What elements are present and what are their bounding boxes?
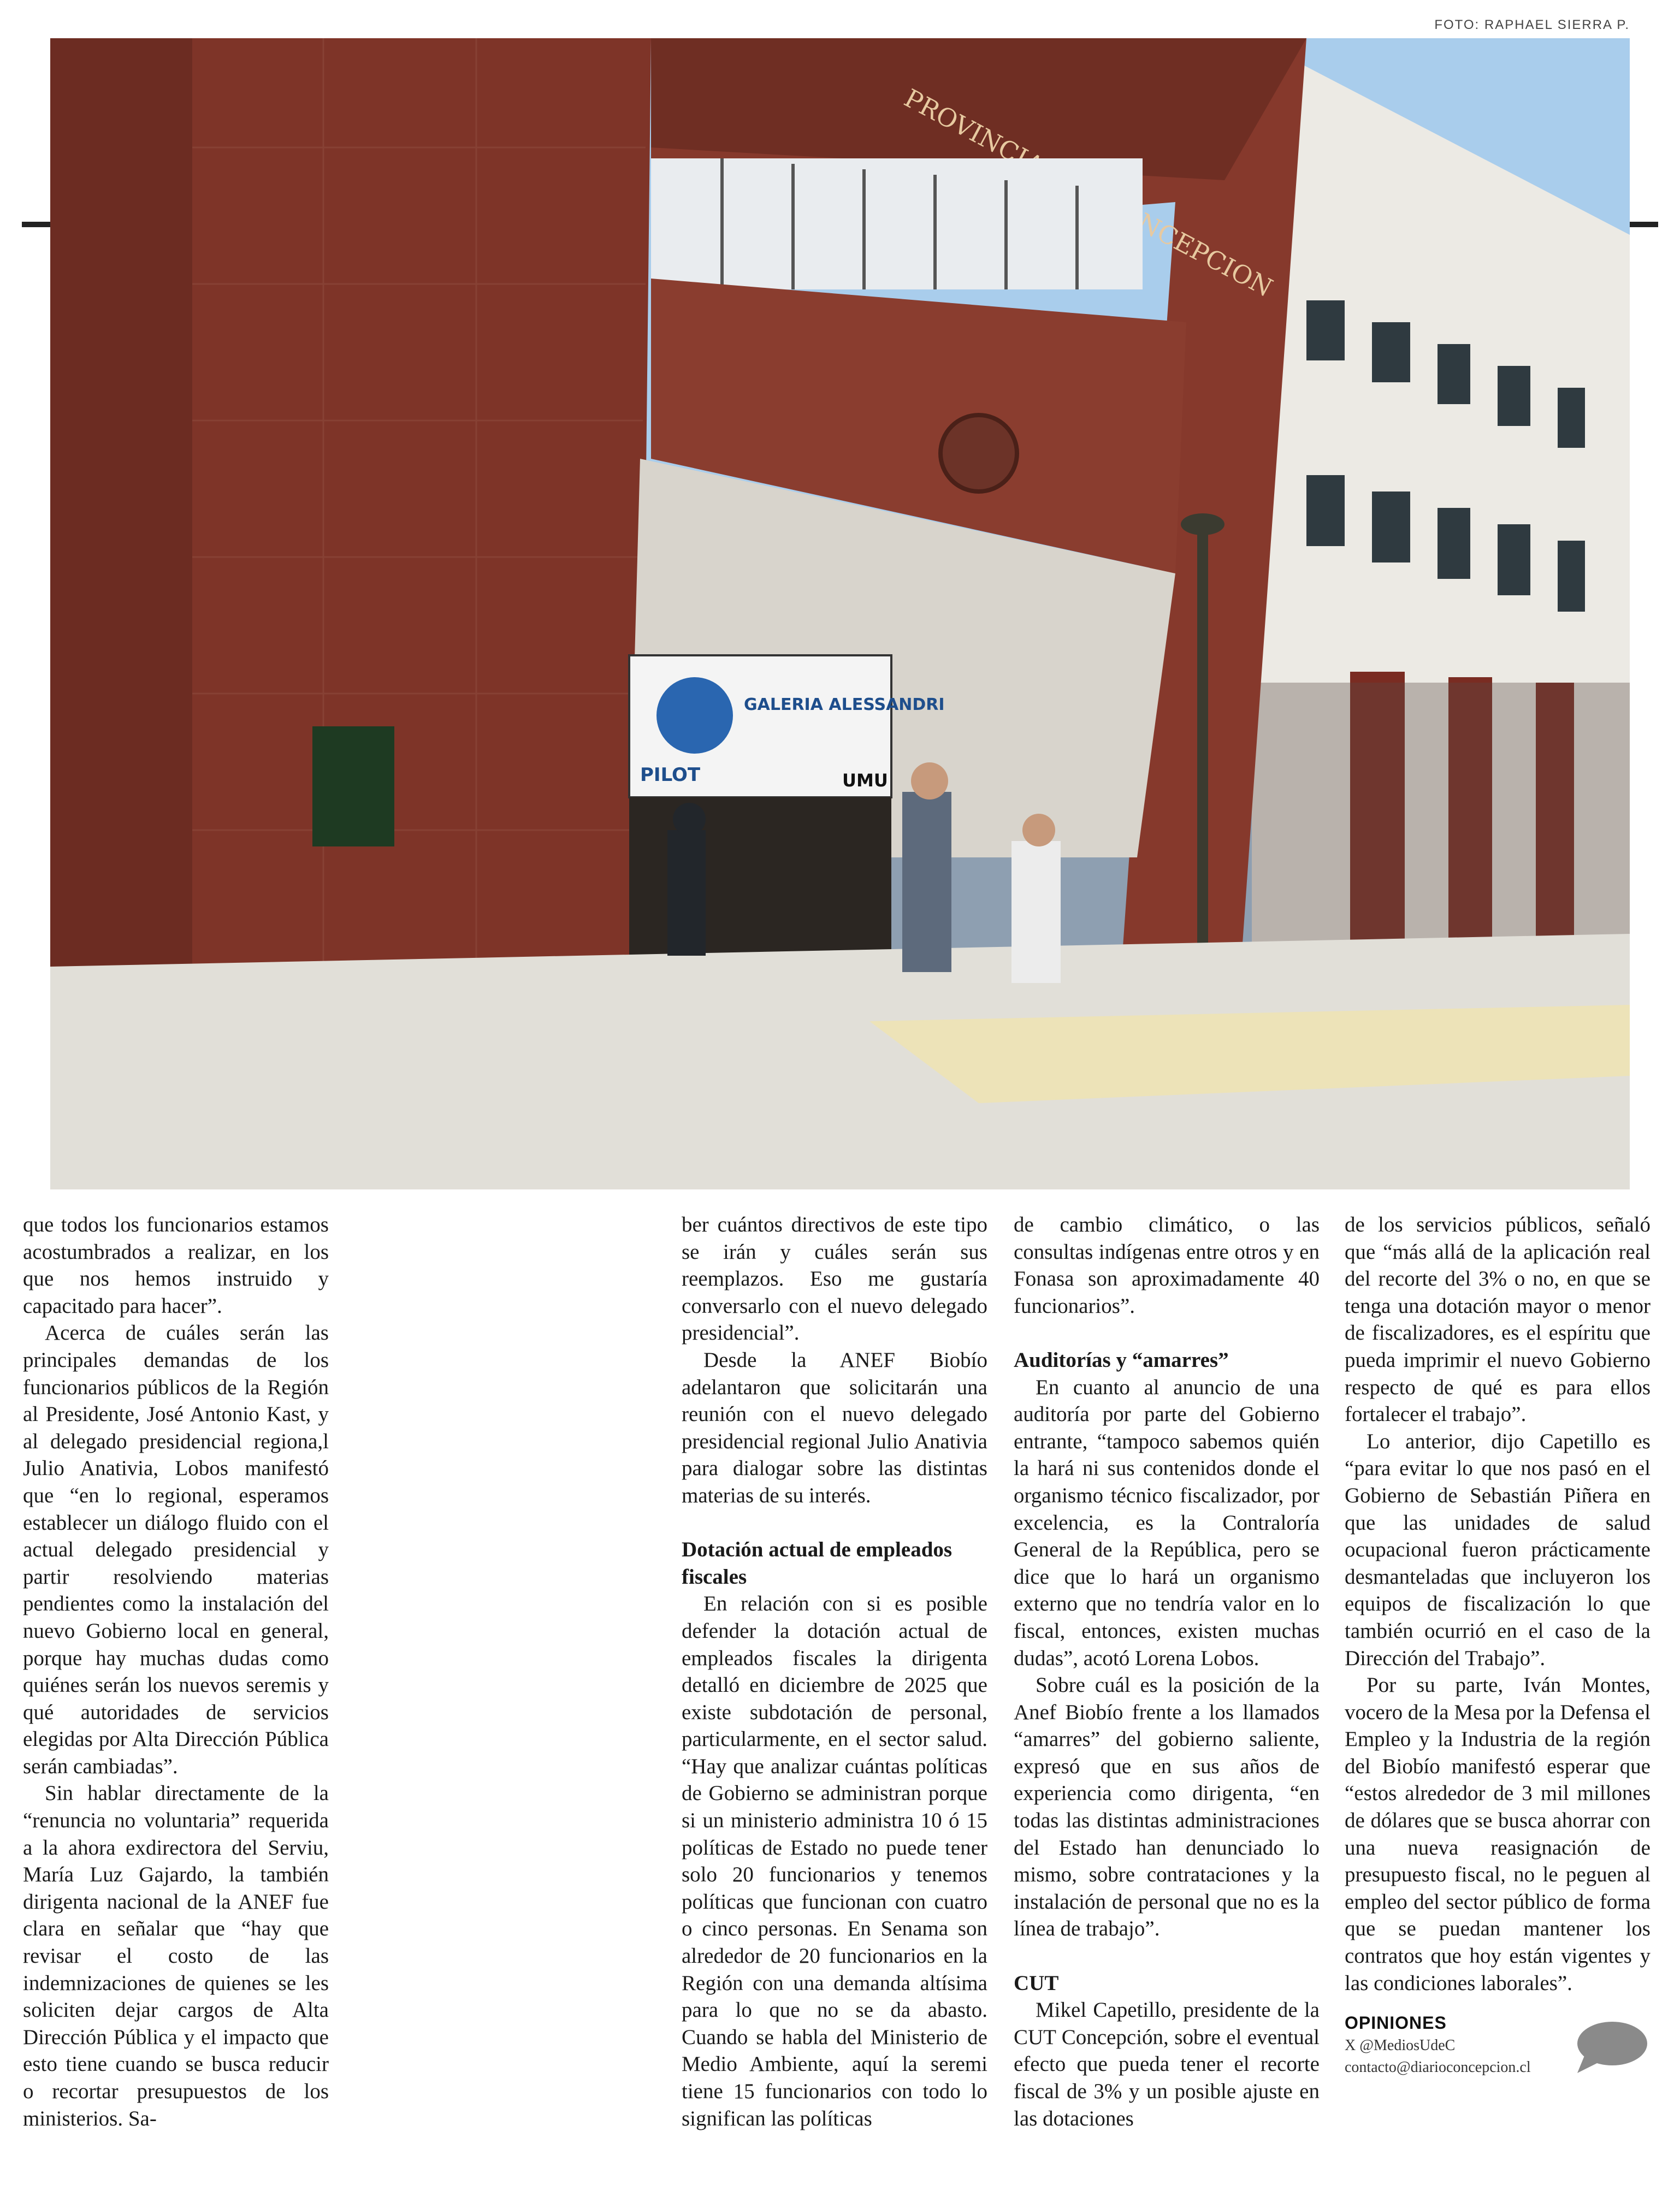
umu-sign: UMU xyxy=(842,770,888,791)
street-lamp-post xyxy=(1197,530,1208,967)
twitter-handle[interactable]: X @MediosUdeC xyxy=(1345,2037,1456,2054)
facade-lettering: PROVINCIAL CONCEPCION xyxy=(899,83,1277,303)
street-lamp-head xyxy=(1181,513,1224,535)
paragraph: Mikel Capetillo, presidente de la CUT Concepción, sobre el eventual efecto que pueda tener el recorte fiscal de 3% y un posible ajuste en las dotaciones xyxy=(1014,1998,1320,2130)
photo-credit: FOTO: RAPHAEL SIERRA P. xyxy=(1434,17,1630,32)
section-rule-right xyxy=(1625,222,1658,227)
left-pillar-edge xyxy=(50,38,192,1021)
contact-email[interactable]: contacto@diarioconcepcion.cl xyxy=(1345,2059,1531,2076)
wall-poster xyxy=(312,726,394,846)
coat-of-arms xyxy=(940,415,1017,492)
paragraph: En cuanto al anuncio de una auditoría por parte del Gobierno entrante, “tampoco sabemos quién la hará ni sus contenidos donde el organismo técnico fiscalizador, por excelencia, es la Contraloría General de la República, pero se dice que lo hará un organismo externo que no tendría valor en lo fiscal, entonces, existen muchas dudas”, acotó Lorena Lobos. xyxy=(1014,1375,1320,1670)
article-column-2 xyxy=(682,1211,987,2132)
speech-bubble-icon xyxy=(1573,2018,1648,2075)
subheading-cut: CUT xyxy=(1014,1971,1059,1995)
opiniones-title: OPINIONES xyxy=(1345,2013,1447,2033)
paragraph: Sin hablar directamente de la “renuncia no voluntaria” requerida a la ahora exdirectora del Serviu, María Luz Gajardo, la también dirigenta nacional de la ANEF fue clara en señalar que “hay que revisar el costo de las indemnizaciones de quienes se les soliciten dejar cargos de Alta Dirección Pública y el impacto que esto tiene cuando se busca reducir o recortar presupuestos de los ministerios. Sa- xyxy=(23,1781,329,2130)
paragraph: Lo anterior, dijo Capetillo es “para evitar lo que nos pasó en el Gobierno de Sebastián Piñera en que las unidades de salud ocupacional fueron prácticamente desmanteladas que incluyeron los equipos de fiscalización lo que también ocurrió en el caso de la Dirección del Trabajo”. xyxy=(1345,1429,1651,1670)
galeria-logo xyxy=(656,677,733,754)
article-column-3 xyxy=(1014,1211,1320,2132)
pilot-sign: PILOT xyxy=(640,764,701,786)
subheading-dotacion: Dotación actual de empleados fiscales xyxy=(682,1538,953,1589)
article-column-1 xyxy=(23,1211,329,2132)
article-column-4 xyxy=(1345,1211,1651,1997)
subheading-auditorias: Auditorías y “amarres” xyxy=(1014,1348,1229,1372)
spacer xyxy=(1014,1943,1320,1970)
building-illustration xyxy=(50,38,1630,1189)
paragraph: En relación con si es posible defender la dotación actual de empleados fiscales la dirigenta detalló en diciembre de 2025 que existe subdotación de personal, particularmente, en el sector salud. “Hay que analizar cuántas políticas de Gobierno se administran porque si un ministerio administra 10 ó 15 políticas de Estado no puede tener solo 20 funcionarios y tenemos políticas que funcionan con cuatro o cinco personas. En Senama son alrededor de 20 funcionarios en la Región con una demanda altísima para lo que no se da abasto. Cuando se habla del Ministerio de Medio Ambiente, aquí la seremi tiene 15 funcionarios con todo lo significan las políticas xyxy=(682,1592,987,2130)
building-photo xyxy=(50,38,1630,1189)
paragraph: Acerca de cuáles serán las principales demandas de los funcionarios públicos de la Región al Presidente, José Antonio Kast, y al delegado presidencial regiona,l Julio Anativia, Lobos manifestó que “en lo regional, esperamos establecer un diálogo fluido con el actual delegado presidencial y partir resolviendo materias pendientes como la instalación del nuevo Gobierno local en general, porque hay muchas dudas como quiénes serán los nuevos seremis y qué autoridades de servicios elegidas por Alta Dirección Pública serán cambiadas”. xyxy=(23,1321,329,1778)
paragraph: que todos los funcionarios estamos acostumbrados a realizar, en los que nos hemos instruido y capacitado para hacer”. xyxy=(23,1213,329,1318)
upper-windows xyxy=(651,158,1143,289)
spacer xyxy=(682,1509,987,1537)
galeria-sign-text: GALERIA ALESSANDRI xyxy=(744,695,945,714)
paragraph: Por su parte, Iván Montes, vocero de la Mesa por la Defensa el Empleo y la Industria de la región del Biobío manifestó esperar que “estos alrededor de 3 mil millones de dólares que se busca ahorrar con una nueva reasignación de presupuesto fiscal, no le peguen al empleo del sector público de forma que se puedan mantener los contratos que hoy están vigentes y las condiciones laborales”. xyxy=(1345,1673,1651,1995)
paragraph: ber cuántos directivos de este tipo se irán y cuáles serán sus reemplazos. Eso me gustaría conversarlo con el nuevo delegado presidencial”. xyxy=(682,1213,987,1345)
section-rule-left xyxy=(22,222,55,227)
paragraph: de los servicios públicos, señaló que “más allá de la aplicación real del recorte del 3% o no, en que se tenga una dotación mayor o menor de fiscalizadores, es el espíritu que pueda imprimir el nuevo Gobierno respecto de qué es para ellos fortalecer el trabajo”. xyxy=(1345,1213,1651,1426)
paragraph: Desde la ANEF Biobío adelantaron que solicitarán una reunión con el nuevo delegado presidencial regional Julio Anativia para dialogar sobre las distintas materias de su interés. xyxy=(682,1348,987,1507)
spacer xyxy=(1014,1319,1320,1347)
paragraph: Sobre cuál es la posición de la Anef Biobío frente a los llamados “amarres” del gobierno saliente, expresó que en sus años de experiencia como dirigenta, “en todas las distintas administraciones del Estado han denunciado lo mismo, sobre contrataciones y la instalación de personal que no es la línea de trabajo”. xyxy=(1014,1673,1320,1941)
paragraph: de cambio climático, o las consultas indígenas entre otros y en Fonasa son aproximadamente 40 funcionarios”. xyxy=(1014,1213,1320,1318)
